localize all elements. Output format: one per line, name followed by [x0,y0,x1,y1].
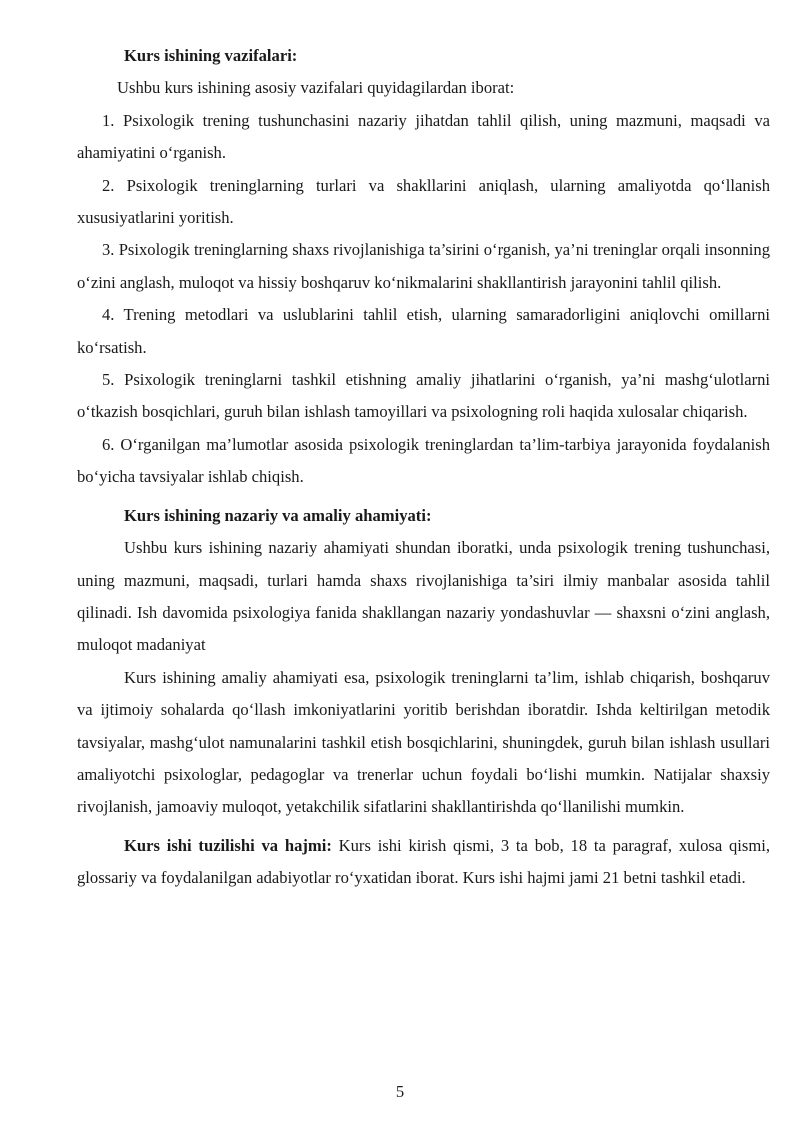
tasks-intro: Ushbu kurs ishining asosiy vazifalari quyidagilardan iborat: [117,78,515,98]
structure-text: Kurs ishi kirish qismi, 3 ta bob, 18 ta paragraf, xulosa qismi, glossariy va foydalanilgan adabiyotlar ro‘yxatidan iborat. Kurs ishi hajmi jami 21 betni tashkil etadi. [77,835,770,888]
list-item [77,170,770,235]
list-number: 4. [102,305,115,325]
section-heading-tasks: Kurs ishining vazifalari: [124,46,298,65]
list-item [77,299,770,364]
list-item [77,364,770,429]
document-page [77,40,770,895]
list-item [77,105,770,170]
practical-significance-paragraph: Kurs ishining amaliy ahamiyati esa, psixologik treninglarni ta’lim, ishlab chiqarish, boshqaruv va ijtimoiy sohalarda qo‘llash imkoniyatlarini yoritib berishdan iboratdir. Ishda keltirilgan metodik tavsiyalar, mashg‘ulot namunalarini tashkil etish bosqichlarini, shuningdek, guruh bilan ishlash usullari amaliyotchi psixologlar, pedagoglar va trenerlar uchun foydali bo‘lishi mumkin. Natijalar shaxsiy rivojlanish, jamoaviy muloqot, yetakchilik sifatlarini shakllantirishda qo‘llanilishi mumkin. [77,667,770,817]
structure-paragraph [77,830,770,895]
section-heading-significance: Kurs ishining nazariy va amaliy ahamiyati: [124,505,432,525]
theoretical-significance-paragraph: Ushbu kurs ishining nazariy ahamiyati shundan iboratki, unda psixologik trening tushunchasi, uning mazmuni, maqsadi, turlari hamda shaxs rivojlanishiga ta’siri ilmiy manbalar asosida tahlil qilinadi. Ish davomida psixologiya fanida shakllangan nazariy yondashuvlar — shaxsni o‘zini anglash, muloqot madaniyat [77,538,770,655]
list-item [77,234,770,299]
list-number: 2. [102,175,115,195]
list-number: 5. [102,370,115,390]
list-text: Psixologik trening tushunchasini nazariy jihatdan tahlil qilish, uning mazmuni, maqsadi va ahamiyatini o‘rganish. [77,110,771,163]
list-text: Trening metodlari va uslublarini tahlil etish, ularning samaradorligini aniqlovchi omillarni ko‘rsatish. [77,305,770,357]
list-text: Psixologik treninglarning shaxs rivojlanishiga ta’sirini o‘rganish, ya’ni treninglar orqali insonning o‘zini anglash, muloqot va hissiy boshqaruv ko‘nikmalarini shakllantirish jarayonini tahlil qilish. [77,240,770,292]
list-number: 3. [102,240,115,260]
page-number: 5 [395,1082,405,1101]
list-number: 6. [102,434,115,454]
list-text: O‘rganilgan ma’lumotlar asosida psixologik treninglardan ta’lim-tarbiya jarayonida foydalanish bo‘yicha tavsiyalar ishlab chiqish. [77,434,770,487]
list-item [77,429,770,494]
list-text: Psixologik treninglarning turlari va shakllarini aniqlash, ularning amaliyotda qo‘llanish xususiyatlarini yoritish. [77,175,770,228]
section-heading-structure: Kurs ishi tuzilishi va hajmi: [124,835,332,855]
tasks-list [77,105,770,494]
list-number: 1. [102,110,115,130]
list-text: Psixologik treninglarni tashkil etishning amaliy jihatlarini o‘rganish, ya’ni mashg‘ulotlarni o‘tkazish bosqichlari, guruh bilan ishlash tamoyillari va psixologning roli haqida xulosalar chiqarish. [77,370,770,422]
